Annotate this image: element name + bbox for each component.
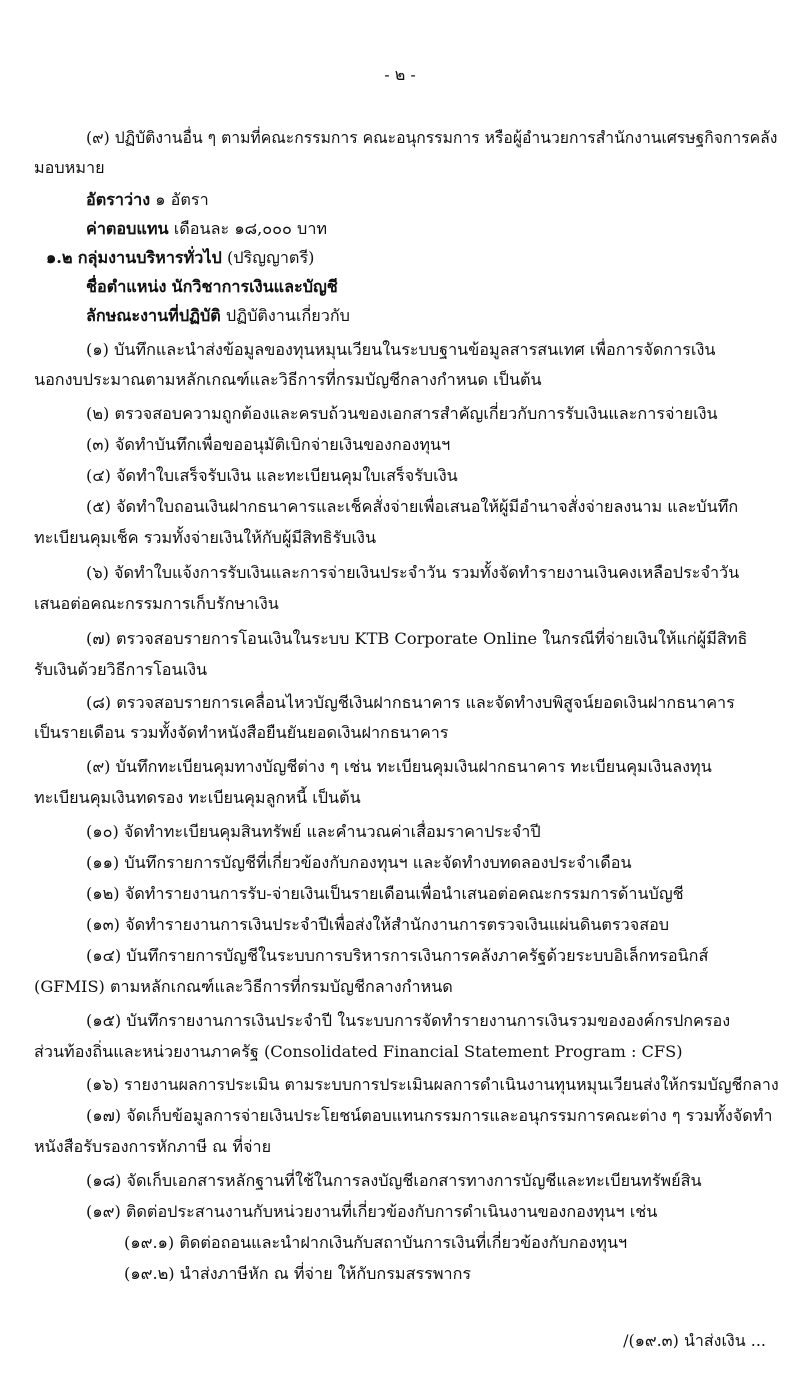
page-number: - ๒ - — [384, 65, 416, 84]
duty-item-cont: รับเงินด้วยวิธีการโอนเงิน — [34, 660, 208, 679]
section-number: ๑.๒ — [46, 248, 73, 267]
duty-item-cont: เป็นรายเดือน รวมทั้งจัดทำหนังสือยืนยันยอดเงินฝากธนาคาร — [34, 723, 449, 742]
duty-item: (๑๙) ติดต่อประสานงานกับหน่วยงานที่เกี่ยวข้องกับการดำเนินงานของกองทุนฯ เช่น — [86, 1202, 658, 1221]
duty-item: (๑๖) รายงานผลการประเมิน ตามระบบการประเมินผลการดำเนินงานทุนหมุนเวียนส่งให้กรมบัญชีกลาง — [86, 1075, 779, 1094]
duty-item: (๑๑) บันทึกรายการบัญชีที่เกี่ยวข้องกับกองทุนฯ และจัดทำงบทดลองประจำเดือน — [86, 853, 632, 872]
duty-item-cont: ทะเบียนคุมเงินทดรอง ทะเบียนคุมลูกหนี้ เป็นต้น — [34, 788, 361, 807]
vacancy-label: อัตราว่าง — [86, 190, 151, 209]
intro-item-line1: (๙) ปฏิบัติงานอื่น ๆ ตามที่คณะกรรมการ คณะอนุกรรมการ หรือผู้อำนวยการสำนักงานเศรษฐกิจการคลัง — [86, 128, 778, 147]
duty-item: (๑๕) บันทึกรายงานการเงินประจำปี ในระบบการจัดทำรายงานการเงินรวมขององค์กรปกครอง — [86, 1011, 731, 1030]
salary-row — [86, 218, 327, 240]
duty-item-cont: นอกงบประมาณตามหลักเกณฑ์และวิธีการที่กรมบัญชีกลางกำหนด เป็นต้น — [34, 370, 542, 389]
salary-label: ค่าตอบแทน — [86, 219, 169, 238]
vacancy-value: ๑ อัตรา — [155, 190, 209, 209]
duty-item-cont: เสนอต่อคณะกรรมการเก็บรักษาเงิน — [34, 594, 279, 613]
duty-item: (๗) ตรวจสอบรายการโอนเงินในระบบ KTB Corporate Online ในกรณีที่จ่ายเงินให้แก่ผู้มีสิทธิ — [86, 629, 748, 648]
position-row — [86, 276, 338, 298]
duty-value: ปฏิบัติงานเกี่ยวกับ — [225, 306, 350, 325]
position-label: ชื่อตำแหน่ง — [86, 277, 167, 296]
duty-label: ลักษณะงานที่ปฏิบัติ — [86, 306, 221, 325]
duty-item-cont: ทะเบียนคุมเช็ค รวมทั้งจ่ายเงินให้กับผู้มีสิทธิรับเงิน — [34, 528, 377, 547]
duty-subitem: (๑๙.๑) ติดต่อถอนและนำฝากเงินกับสถาบันการเงินที่เกี่ยวข้องกับกองทุนฯ — [124, 1233, 628, 1252]
duty-item: (๒) ตรวจสอบความถูกต้องและครบถ้วนของเอกสารสำคัญเกี่ยวกับการรับเงินและการจ่ายเงิน — [86, 404, 718, 423]
duty-item: (๑๒) จัดทำรายงานการรับ-จ่ายเงินเป็นรายเดือนเพื่อนำเสนอต่อคณะกรรมการด้านบัญชี — [86, 884, 684, 903]
salary-value: เดือนละ ๑๘,๐๐๐ บาท — [173, 219, 328, 238]
duty-item: (๘) ตรวจสอบรายการเคลื่อนไหวบัญชีเงินฝากธนาคาร และจัดทำงบพิสูจน์ยอดเงินฝากธนาคาร — [86, 693, 735, 712]
vacancy-row — [86, 189, 209, 211]
duty-row — [86, 305, 350, 327]
continuation-note: /(๑๙.๓) นำส่งเงิน ... — [623, 1331, 766, 1350]
section-qualification: (ปริญญาตรี) — [226, 248, 315, 267]
duty-item-cont: ส่วนท้องถิ่นและหน่วยงานภาครัฐ (Consolidated Financial Statement Program : CFS) — [34, 1042, 683, 1061]
duty-item: (๑๓) จัดทำรายงานการเงินประจำปีเพื่อส่งให้สำนักงานการตรวจเงินแผ่นดินตรวจสอบ — [86, 915, 670, 934]
duty-item-cont: หนังสือรับรองการหักภาษี ณ ที่จ่าย — [34, 1137, 272, 1156]
duty-item: (๑๗) จัดเก็บข้อมูลการจ่ายเงินประโยชน์ตอบแทนกรรมการและอนุกรรมการคณะต่าง ๆ รวมทั้งจัดทำ — [86, 1106, 773, 1125]
duty-item: (๙) บันทึกทะเบียนคุมทางบัญชีต่าง ๆ เช่น ทะเบียนคุมเงินฝากธนาคาร ทะเบียนคุมเงินลงทุน — [86, 757, 712, 776]
duty-subitem: (๑๙.๒) นำส่งภาษีหัก ณ ที่จ่าย ให้กับกรมสรรพากร — [124, 1264, 472, 1283]
section-heading — [46, 247, 314, 269]
duty-item: (๔) จัดทำใบเสร็จรับเงิน และทะเบียนคุมใบเสร็จรับเงิน — [86, 466, 458, 485]
position-value: นักวิชาการเงินและบัญชี — [171, 277, 338, 296]
intro-item-line2: มอบหมาย — [34, 158, 105, 177]
duty-item: (๑) บันทึกและนำส่งข้อมูลของทุนหมุนเวียนในระบบฐานข้อมูลสารสนเทศ เพื่อการจัดการเงิน — [86, 340, 716, 359]
duty-item: (๑๐) จัดทำทะเบียนคุมสินทรัพย์ และคำนวณค่าเสื่อมราคาประจำปี — [86, 822, 541, 841]
duty-item: (๓) จัดทำบันทึกเพื่อขออนุมัติเบิกจ่ายเงินของกองทุนฯ — [86, 435, 451, 454]
duty-item: (๑๔) บันทึกรายการบัญชีในระบบการบริหารการเงินการคลังภาครัฐด้วยระบบอิเล็กทรอนิกส์ — [86, 946, 709, 965]
duty-item-cont: (GFMIS) ตามหลักเกณฑ์และวิธีการที่กรมบัญชีกลางกำหนด — [34, 977, 453, 996]
duty-item: (๑๘) จัดเก็บเอกสารหลักฐานที่ใช้ในการลงบัญชีเอกสารทางการบัญชีและทะเบียนทรัพย์สิน — [86, 1171, 702, 1190]
duty-item: (๖) จัดทำใบแจ้งการรับเงินและการจ่ายเงินประจำวัน รวมทั้งจัดทำรายงานเงินคงเหลือประจำวัน — [86, 563, 740, 582]
duty-item: (๕) จัดทำใบถอนเงินฝากธนาคารและเช็คสั่งจ่ายเพื่อเสนอให้ผู้มีอำนาจสั่งจ่ายลงนาม และบันทึก — [86, 497, 739, 516]
section-title: กลุ่มงานบริหารทั่วไป — [77, 248, 222, 267]
